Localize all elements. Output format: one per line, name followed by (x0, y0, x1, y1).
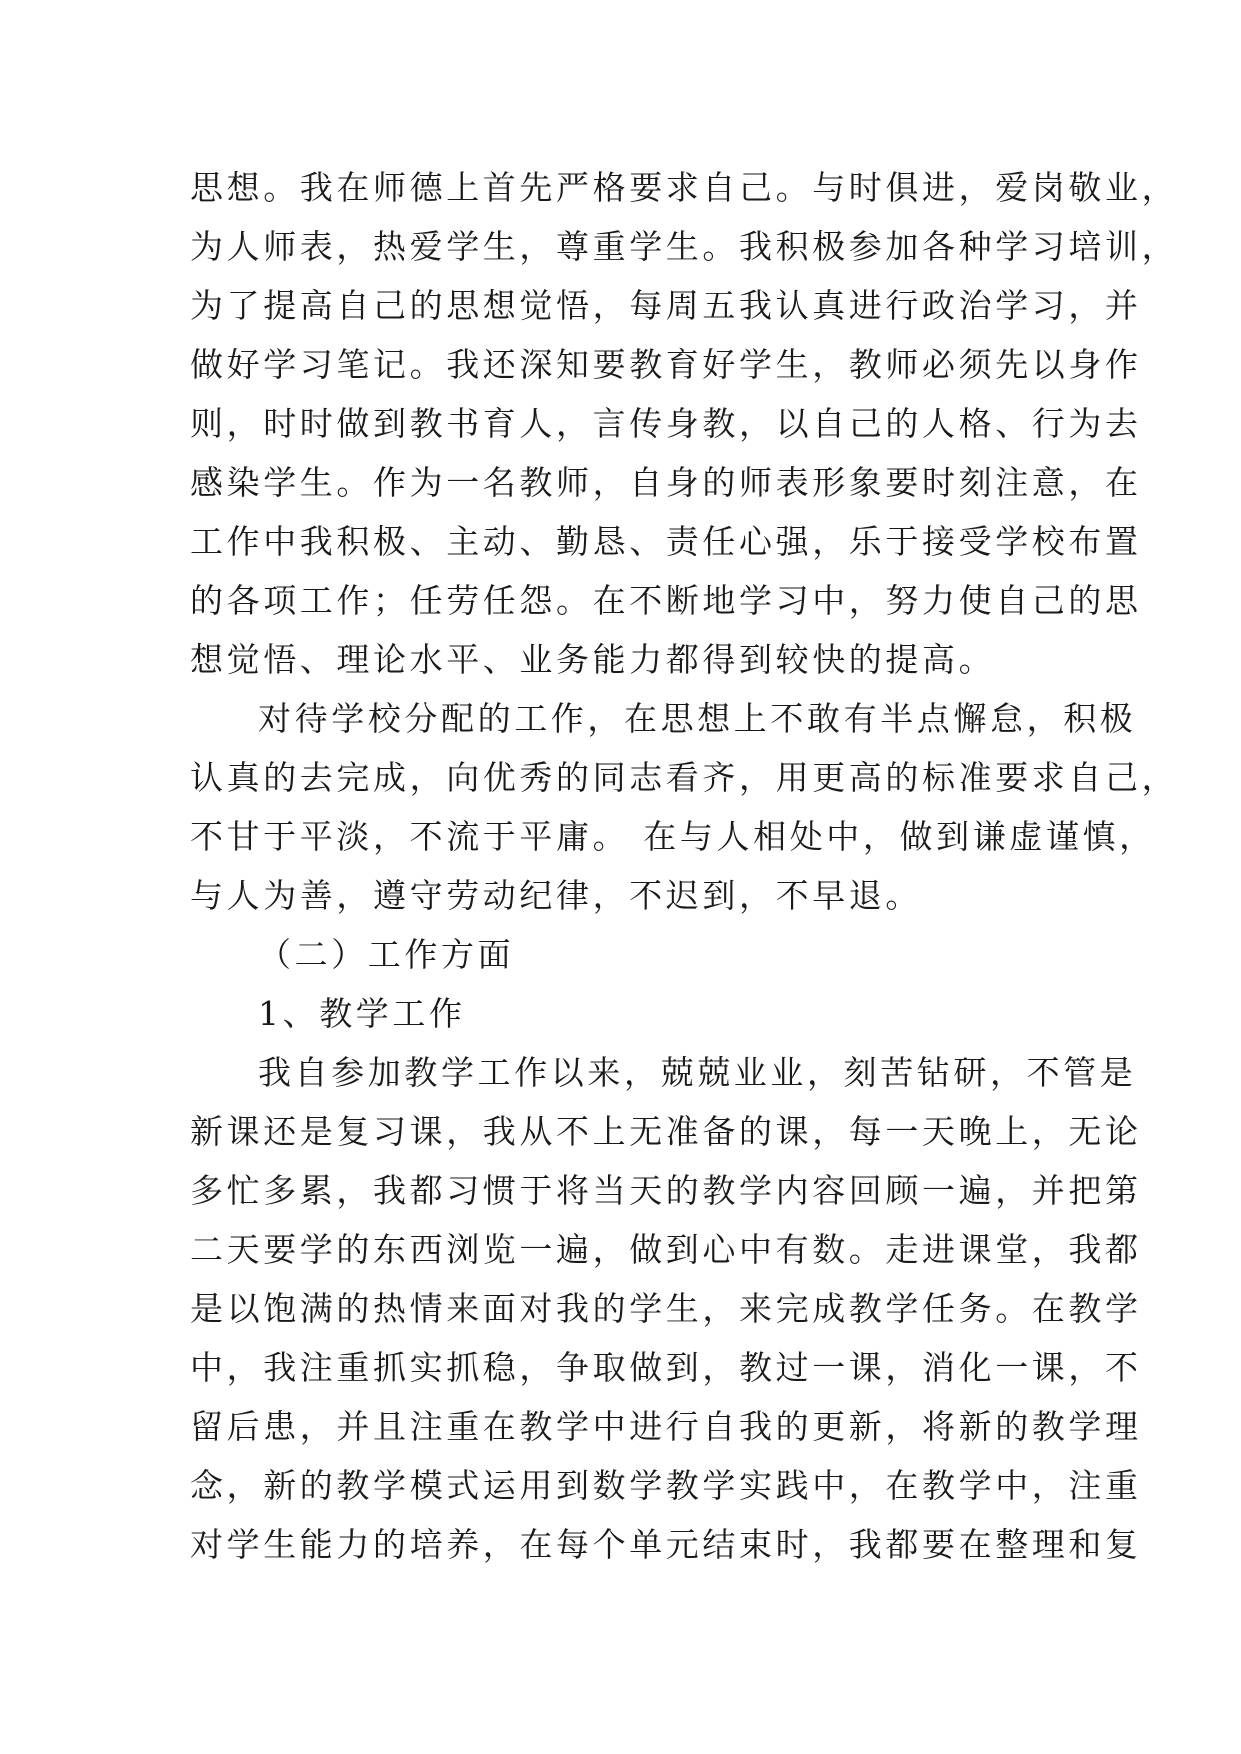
text-line: 中，我注重抓实抓稳，争取做到，教过一课，消化一课，不 (190, 1348, 1142, 1387)
text-line: 思想。我在师德上首先严格要求自己。与时俱进，爱岗敬业， (190, 168, 1179, 207)
text-line: 认真的去完成，向优秀的同志看齐，用更高的标准要求自己， (190, 758, 1179, 797)
section-heading: （二）工作方面 (258, 935, 515, 974)
text-line: 的各项工作；任劳任怨。在不断地学习中，努力使自己的思 (190, 581, 1142, 620)
text-line: 感染学生。作为一名教师，自身的师表形象要时刻注意，在 (190, 463, 1142, 502)
text-line: 为了提高自己的思想觉悟，每周五我认真进行政治学习，并 (190, 286, 1142, 325)
text-line: 是以饱满的热情来面对我的学生，来完成教学任务。在教学 (190, 1289, 1142, 1328)
text-line: 新课还是复习课，我从不上无准备的课，每一天晚上，无论 (190, 1112, 1142, 1151)
paragraph-start-line: 对待学校分配的工作，在思想上不敢有半点懈怠，积极 (258, 699, 1137, 738)
document-body (190, 158, 1179, 1574)
text-line: 不甘于平淡，不流于平庸。 在与人相处中，做到谦虚谨慎， (190, 817, 1156, 856)
text-line: 做好学习笔记。我还深知要教育好学生，教师必须先以身作 (190, 345, 1142, 384)
text-line: 想觉悟、理论水平、业务能力都得到较快的提高。 (190, 640, 996, 679)
text-line: 则，时时做到教书育人，言传身教，以自己的人格、行为去 (190, 404, 1142, 443)
paragraph-start-line: 我自参加教学工作以来，兢兢业业，刻苦钻研，不管是 (258, 1053, 1137, 1092)
text-line: 念，新的教学模式运用到数学教学实践中，在教学中，注重 (190, 1466, 1142, 1505)
text-line: 多忙多累，我都习惯于将当天的教学内容回顾一遍，并把第 (190, 1171, 1142, 1210)
text-line: 为人师表，热爱学生，尊重学生。我积极参加各种学习培训， (190, 227, 1179, 266)
text-line: 工作中我积极、主动、勤恳、责任心强，乐于接受学校布置 (190, 522, 1142, 561)
text-line: 留后患，并且注重在教学中进行自我的更新，将新的教学理 (190, 1407, 1142, 1446)
text-line: 二天要学的东西浏览一遍，做到心中有数。走进课堂，我都 (190, 1230, 1142, 1269)
subsection-heading: 1、教学工作 (258, 994, 466, 1033)
text-line: 与人为善，遵守劳动纪律，不迟到，不早退。 (190, 876, 922, 915)
text-line: 对学生能力的培养，在每个单元结束时，我都要在整理和复 (190, 1525, 1142, 1564)
